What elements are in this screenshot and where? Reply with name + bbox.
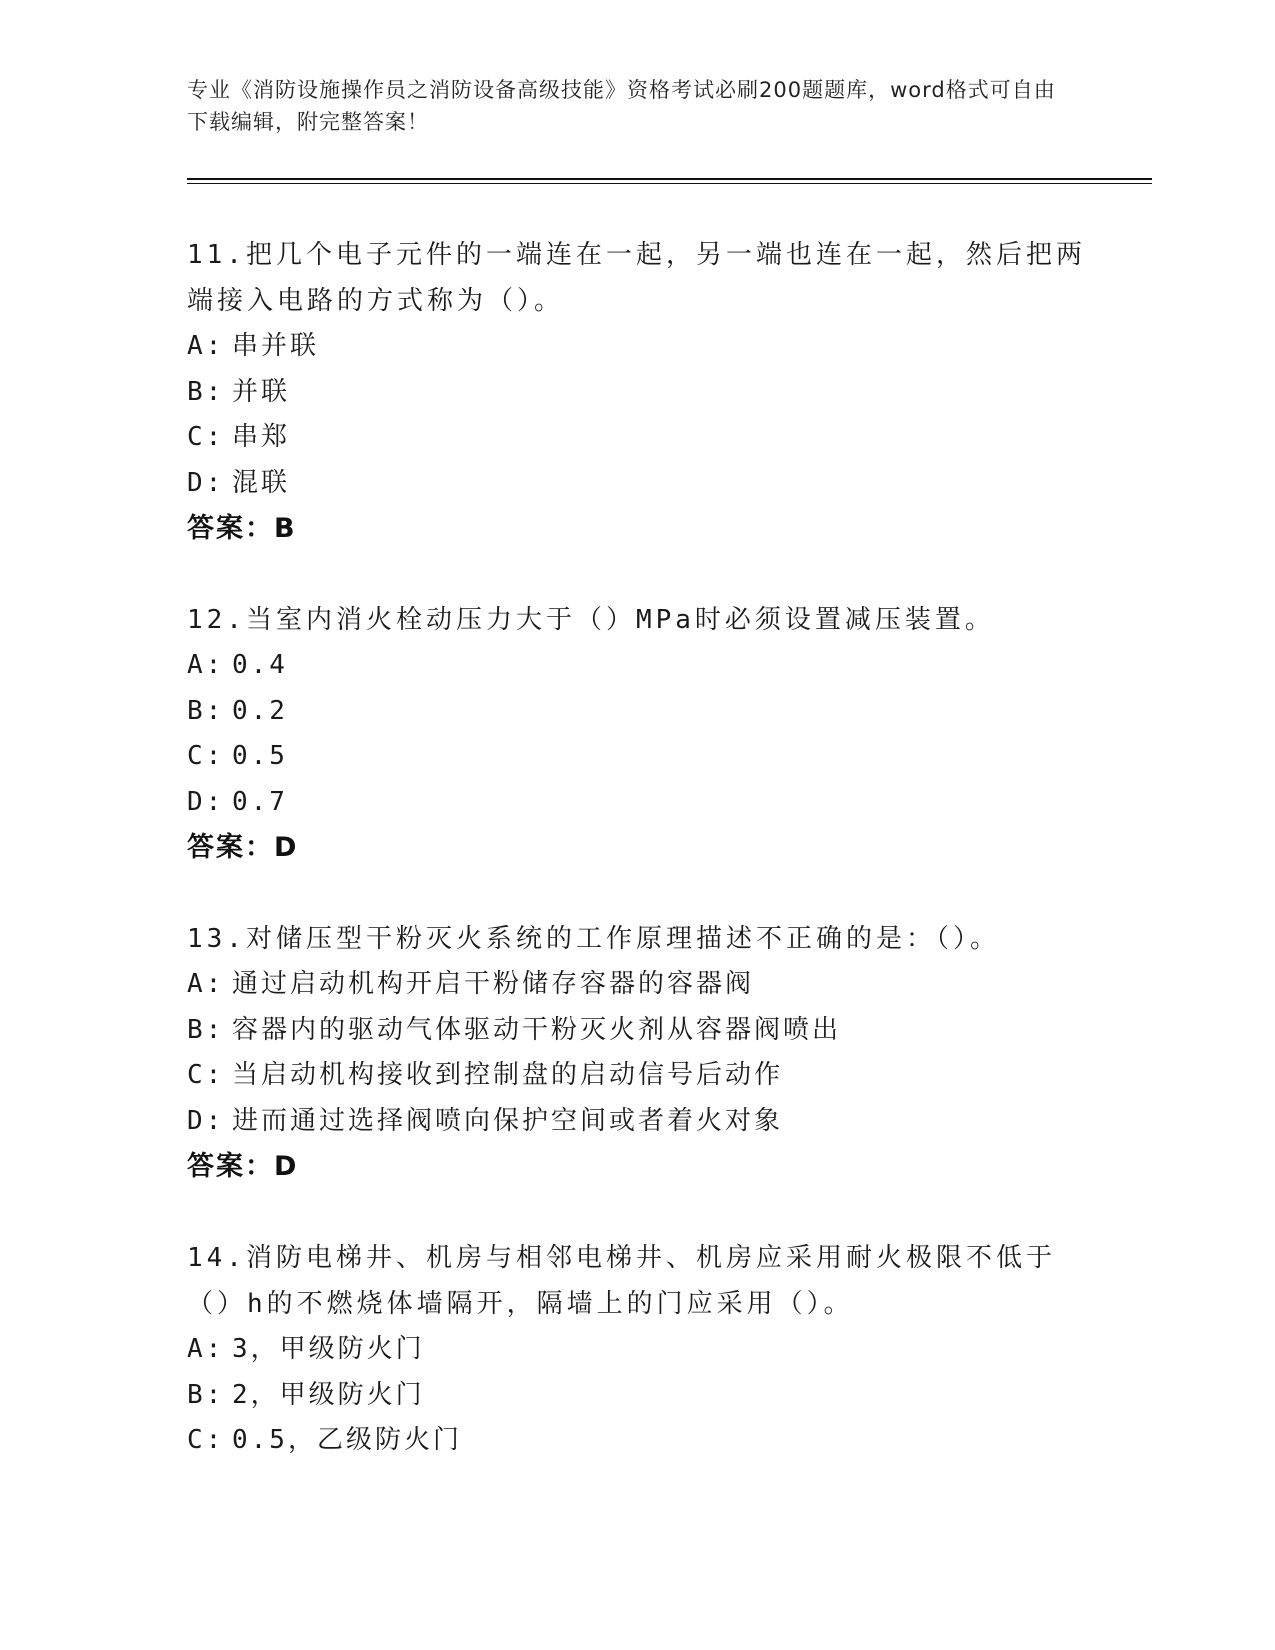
option-text: 0.4: [232, 650, 288, 680]
option-letter: A:: [187, 1334, 225, 1364]
option-letter: D:: [187, 786, 225, 817]
option-a: [187, 962, 1087, 1008]
option-letter: C:: [187, 1425, 225, 1455]
question-stem: 14.消防电梯井、机房与相邻电梯井、机房应采用耐火极限不低于（）h的不燃烧体墙隔开，隔墙上的门应采用（）。: [187, 1243, 1056, 1319]
option-text: 容器内的驱动气体驱动干粉灭火剂从容器阀喷出: [232, 1014, 842, 1045]
question-13: [187, 916, 1087, 1190]
option-text: 0.2: [232, 695, 288, 726]
option-text: 0.5: [232, 741, 288, 771]
option-letter: B:: [187, 1014, 225, 1045]
option-text: 混联: [232, 467, 291, 498]
option-letter: C:: [187, 741, 225, 771]
option-letter: A:: [187, 650, 225, 680]
option-letter: D:: [187, 467, 225, 498]
question-11: [187, 232, 1087, 552]
answer-line: 答案：B: [187, 513, 297, 544]
question-stem: 13.对储压型干粉灭火系统的工作原理描述不正确的是：（）。: [187, 924, 1000, 954]
option-b: [187, 1008, 1087, 1054]
option-letter: A:: [187, 331, 225, 361]
header-double-rule: [187, 178, 1152, 184]
question-stem: 12.当室内消火栓动压力大于（）MPa时必须设置减压装置。: [187, 605, 995, 635]
option-text: 0.7: [232, 786, 288, 817]
answer-line: 答案：D: [187, 832, 299, 863]
option-letter: B:: [187, 1379, 225, 1410]
option-c: [187, 1053, 1087, 1099]
option-c: [187, 734, 1087, 780]
option-text: 3，甲级防火门: [232, 1334, 425, 1364]
option-b: [187, 689, 1087, 735]
option-letter: A:: [187, 969, 225, 999]
answer-line: 答案：D: [187, 1151, 299, 1182]
option-letter: D:: [187, 1105, 225, 1136]
option-a: [187, 643, 1087, 689]
option-text: 2，甲级防火门: [232, 1379, 425, 1410]
option-text: 通过启动机构开启干粉储存容器的容器阀: [232, 969, 755, 999]
option-a: [187, 1327, 1087, 1373]
question-list: [187, 232, 1087, 1509]
question-12: [187, 597, 1087, 871]
option-c: [187, 415, 1087, 461]
option-d: [187, 780, 1087, 826]
option-c: [187, 1418, 1087, 1464]
option-text: 串郑: [232, 422, 291, 452]
option-d: [187, 1099, 1087, 1145]
option-text: 串并联: [232, 331, 320, 361]
option-text: 并联: [232, 376, 291, 407]
option-letter: C:: [187, 1060, 225, 1090]
option-a: [187, 324, 1087, 370]
question-stem: 11.把几个电子元件的一端连在一起，另一端也连在一起，然后把两端接入电路的方式称为（）。: [187, 240, 1086, 316]
option-d: [187, 461, 1087, 507]
option-letter: B:: [187, 376, 225, 407]
option-letter: B:: [187, 695, 225, 726]
option-letter: C:: [187, 422, 225, 452]
option-text: 当启动机构接收到控制盘的启动信号后动作: [232, 1060, 784, 1090]
document-header-intro: 专业《消防设施操作员之消防设备高级技能》资格考试必刷200题题库，word格式可自由下载编辑，附完整答案！: [187, 78, 1056, 134]
option-text: 进而通过选择阀喷向保护空间或者着火对象: [232, 1105, 784, 1136]
option-b: [187, 1373, 1087, 1419]
option-text: 0.5，乙级防火门: [232, 1425, 462, 1455]
option-b: [187, 370, 1087, 416]
question-14: [187, 1235, 1087, 1464]
